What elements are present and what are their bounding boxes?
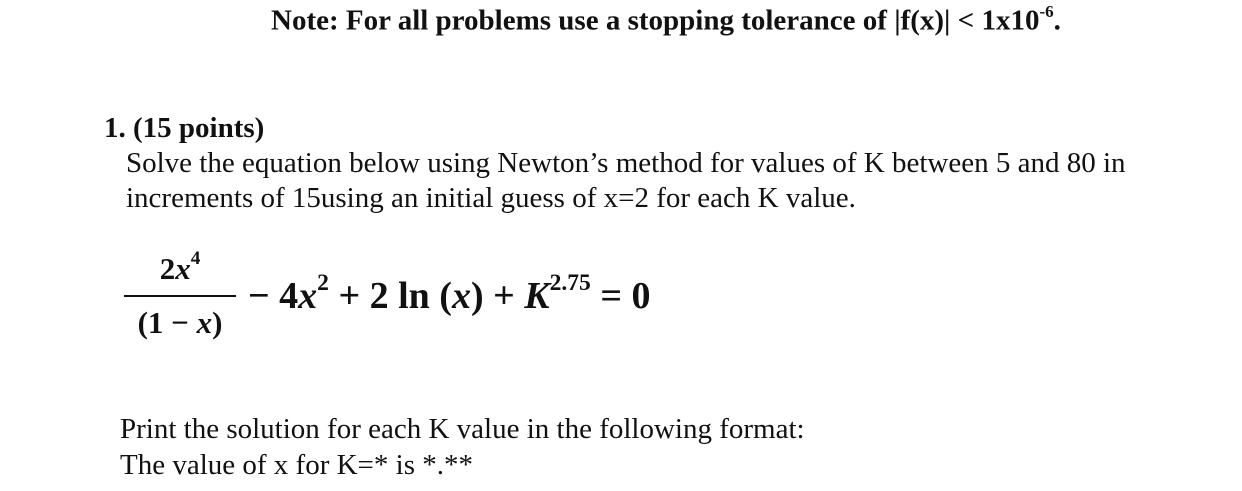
term-ln-variable: x [451,275,471,317]
term-ln-close: ) + [470,275,525,317]
term-ln-open: + 2 ln ( [328,275,452,317]
equation-fraction [124,247,236,341]
denominator-variable: x [196,305,213,340]
fraction-denominator [134,305,227,341]
print-format-template: The value of x for K=* is *.** [120,449,473,481]
numerator-exponent: 4 [190,247,201,269]
tolerance-note-text: Note: For all problems use a stopping tolerance of |f(x)| < 1x10 [271,4,1040,37]
term-equals-zero: = 0 [590,275,651,317]
tolerance-note-period: . [1053,4,1061,37]
problem-heading: 1. (15 points) [104,112,265,144]
numerator-coefficient: 2 [159,251,176,286]
equation-remaining-terms [248,270,651,318]
term-minus-four: − 4 [248,275,299,317]
term-x-exponent: 2 [317,270,329,297]
fraction-bar [124,295,236,297]
numerator-variable: x [175,251,191,286]
newton-equation [124,246,650,346]
problem-instructions: Solve the equation below using Newton’s method for values of K between 5 and 80 in increments of 15using an initial guess of x=2 for each K value. [126,147,1126,214]
tolerance-exponent: -6 [1039,2,1054,21]
denominator-open: (1 − [137,305,197,340]
term-k-variable: K [524,275,550,317]
term-x-variable: x [298,275,318,317]
print-instructions: Print the solution for each K value in the following format: [120,413,805,445]
denominator-close: ) [212,305,223,340]
fraction-numerator [156,247,205,287]
term-k-exponent: 2.75 [549,270,591,297]
tolerance-note [271,4,1061,38]
